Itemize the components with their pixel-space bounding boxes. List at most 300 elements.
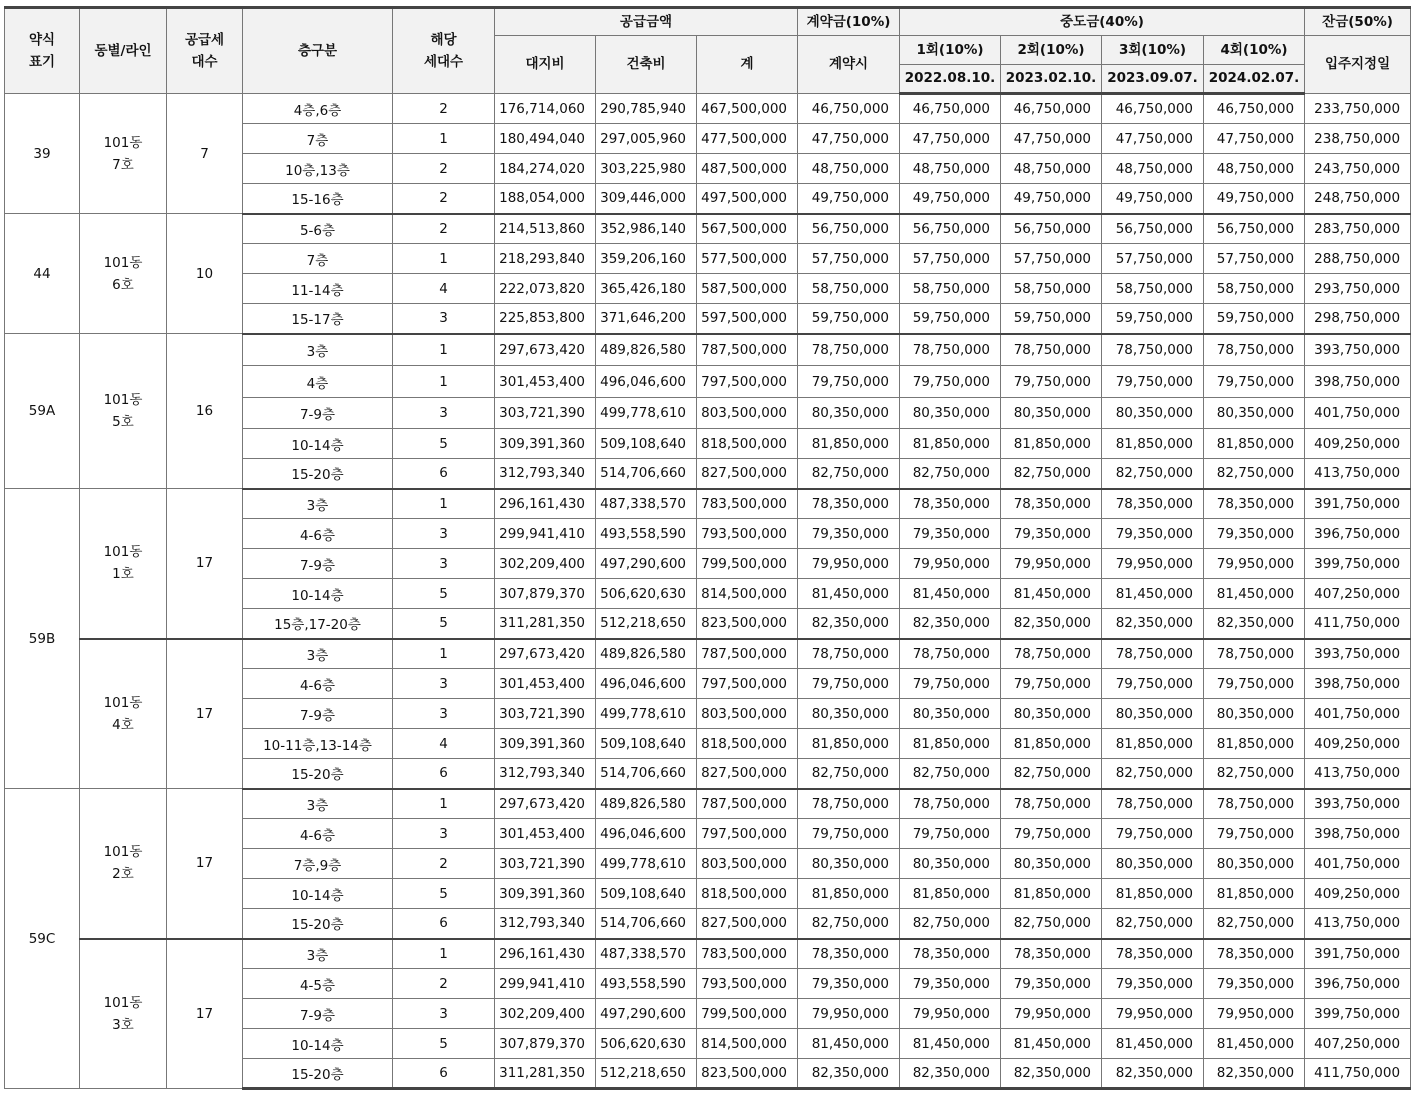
m4-cell: 78,750,000 [1204, 789, 1305, 819]
floor-cell: 15-20층 [243, 459, 393, 489]
m2-cell: 78,350,000 [1001, 939, 1102, 969]
m4-cell: 80,350,000 [1204, 849, 1305, 879]
deposit-cell: 47,750,000 [798, 124, 900, 154]
land-cell: 176,714,060 [495, 94, 596, 124]
total-cell: 567,500,000 [697, 214, 798, 244]
land-cell: 184,274,020 [495, 154, 596, 184]
bal-cell: 399,750,000 [1305, 549, 1411, 579]
floor-cell: 4-5층 [243, 969, 393, 999]
units-cell: 6 [393, 459, 495, 489]
m1-cell: 57,750,000 [900, 244, 1001, 274]
units-cell: 1 [393, 489, 495, 519]
floor-cell: 15-16층 [243, 184, 393, 214]
type-cell: 59C [5, 789, 80, 1089]
deposit-cell: 58,750,000 [798, 274, 900, 304]
m4-cell: 46,750,000 [1204, 94, 1305, 124]
m4-cell: 82,350,000 [1204, 609, 1305, 639]
bal-cell: 413,750,000 [1305, 459, 1411, 489]
m4-cell: 57,750,000 [1204, 244, 1305, 274]
deposit-cell: 80,350,000 [798, 699, 900, 729]
m4-cell: 79,950,000 [1204, 549, 1305, 579]
header-deposit: 계약금(10%) [798, 8, 900, 36]
header-middle: 중도금(40%) [900, 8, 1305, 36]
build-cell: 497,290,600 [596, 549, 697, 579]
header-units [393, 8, 495, 94]
units-cell: 4 [393, 274, 495, 304]
units-cell: 3 [393, 819, 495, 849]
m2-cell: 80,350,000 [1001, 398, 1102, 429]
total-cell: 803,500,000 [697, 699, 798, 729]
units-cell: 5 [393, 1029, 495, 1059]
m2-cell: 79,750,000 [1001, 819, 1102, 849]
m4-cell: 78,750,000 [1204, 334, 1305, 366]
total-cell: 814,500,000 [697, 1029, 798, 1059]
m2-cell: 57,750,000 [1001, 244, 1102, 274]
total-cell: 803,500,000 [697, 398, 798, 429]
floor-cell: 10-14층 [243, 879, 393, 909]
units-cell: 2 [393, 184, 495, 214]
land-cell: 299,941,410 [495, 519, 596, 549]
m1-cell: 82,750,000 [900, 459, 1001, 489]
m1-cell: 58,750,000 [900, 274, 1001, 304]
units-cell: 1 [393, 789, 495, 819]
m3-cell: 79,950,000 [1102, 999, 1204, 1029]
build-cell: 489,826,580 [596, 334, 697, 366]
header-supply-line2: 대수 [191, 54, 218, 70]
units-cell: 3 [393, 519, 495, 549]
land-cell: 303,721,390 [495, 398, 596, 429]
total-cell: 797,500,000 [697, 366, 798, 398]
header-installment-4-date: 2024.02.07. [1204, 65, 1305, 94]
total-cell: 787,500,000 [697, 334, 798, 366]
build-cell: 371,646,200 [596, 304, 697, 334]
m4-cell: 48,750,000 [1204, 154, 1305, 184]
table-row [5, 639, 1411, 669]
m2-cell: 81,850,000 [1001, 729, 1102, 759]
floor-cell: 3층 [243, 334, 393, 366]
floor-cell: 11-14층 [243, 274, 393, 304]
land-cell: 222,073,820 [495, 274, 596, 304]
m1-cell: 79,950,000 [900, 999, 1001, 1029]
m3-cell: 49,750,000 [1102, 184, 1204, 214]
deposit-cell: 79,350,000 [798, 519, 900, 549]
floor-cell: 15-20층 [243, 759, 393, 789]
m3-cell: 79,750,000 [1102, 366, 1204, 398]
units-cell: 5 [393, 879, 495, 909]
total-cell: 787,500,000 [697, 789, 798, 819]
total-cell: 823,500,000 [697, 1059, 798, 1089]
bal-cell: 399,750,000 [1305, 999, 1411, 1029]
deposit-cell: 80,350,000 [798, 398, 900, 429]
deposit-cell: 82,350,000 [798, 609, 900, 639]
land-cell: 218,293,840 [495, 244, 596, 274]
bal-cell: 409,250,000 [1305, 729, 1411, 759]
header-units-line1: 해당 [430, 32, 457, 48]
units-cell: 3 [393, 304, 495, 334]
build-cell: 497,290,600 [596, 999, 697, 1029]
floor-cell: 10-11층,13-14층 [243, 729, 393, 759]
total-cell: 797,500,000 [697, 819, 798, 849]
table-row [5, 489, 1411, 519]
land-cell: 214,513,860 [495, 214, 596, 244]
deposit-cell: 57,750,000 [798, 244, 900, 274]
land-cell: 302,209,400 [495, 999, 596, 1029]
land-cell: 307,879,370 [495, 579, 596, 609]
m3-cell: 81,850,000 [1102, 729, 1204, 759]
land-cell: 297,673,420 [495, 789, 596, 819]
land-cell: 188,054,000 [495, 184, 596, 214]
header-supply [167, 8, 243, 94]
floor-cell: 7-9층 [243, 999, 393, 1029]
floor-cell: 10-14층 [243, 1029, 393, 1059]
bal-cell: 233,750,000 [1305, 94, 1411, 124]
floor-cell: 5-6층 [243, 214, 393, 244]
m3-cell: 78,750,000 [1102, 334, 1204, 366]
land-cell: 299,941,410 [495, 969, 596, 999]
deposit-cell: 82,350,000 [798, 1059, 900, 1089]
total-cell: 467,500,000 [697, 94, 798, 124]
m4-cell: 81,450,000 [1204, 1029, 1305, 1059]
units-cell: 5 [393, 579, 495, 609]
land-cell: 312,793,340 [495, 909, 596, 939]
bal-cell: 411,750,000 [1305, 609, 1411, 639]
type-cell: 59A [5, 334, 80, 489]
floor-cell: 7-9층 [243, 549, 393, 579]
build-cell: 487,338,570 [596, 939, 697, 969]
build-cell: 512,218,650 [596, 609, 697, 639]
deposit-cell: 78,750,000 [798, 639, 900, 669]
floor-cell: 15층,17-20층 [243, 609, 393, 639]
m1-cell: 81,850,000 [900, 879, 1001, 909]
m1-cell: 82,350,000 [900, 1059, 1001, 1089]
m3-cell: 81,450,000 [1102, 1029, 1204, 1059]
floor-cell: 7층,9층 [243, 849, 393, 879]
m2-cell: 82,750,000 [1001, 759, 1102, 789]
m3-cell: 78,750,000 [1102, 639, 1204, 669]
units-cell: 1 [393, 124, 495, 154]
bal-cell: 396,750,000 [1305, 969, 1411, 999]
m3-cell: 46,750,000 [1102, 94, 1204, 124]
deposit-cell: 79,950,000 [798, 999, 900, 1029]
m1-cell: 78,750,000 [900, 789, 1001, 819]
m2-cell: 79,950,000 [1001, 549, 1102, 579]
bal-cell: 401,750,000 [1305, 699, 1411, 729]
land-cell: 303,721,390 [495, 699, 596, 729]
m2-cell: 82,350,000 [1001, 609, 1102, 639]
line-unit: 7호 [112, 156, 134, 173]
header-line: 동별/라인 [80, 8, 167, 94]
m3-cell: 56,750,000 [1102, 214, 1204, 244]
total-cell: 827,500,000 [697, 909, 798, 939]
header-total: 계 [697, 36, 798, 94]
header-installment-1: 1회(10%) [900, 36, 1001, 65]
floor-cell: 7-9층 [243, 398, 393, 429]
table-row [5, 94, 1411, 124]
total-cell: 797,500,000 [697, 669, 798, 699]
floor-cell: 4-6층 [243, 669, 393, 699]
units-cell: 6 [393, 909, 495, 939]
total-cell: 827,500,000 [697, 459, 798, 489]
m1-cell: 79,950,000 [900, 549, 1001, 579]
header-floor: 층구분 [243, 8, 393, 94]
m4-cell: 58,750,000 [1204, 274, 1305, 304]
m4-cell: 81,850,000 [1204, 729, 1305, 759]
line-cell [80, 334, 167, 489]
header-supply-price: 공급금액 [495, 8, 798, 36]
total-cell: 497,500,000 [697, 184, 798, 214]
bal-cell: 398,750,000 [1305, 819, 1411, 849]
m2-cell: 48,750,000 [1001, 154, 1102, 184]
units-cell: 4 [393, 729, 495, 759]
bal-cell: 391,750,000 [1305, 939, 1411, 969]
m1-cell: 80,350,000 [900, 398, 1001, 429]
total-cell: 577,500,000 [697, 244, 798, 274]
header-type-line1: 약식 [28, 32, 56, 48]
m2-cell: 79,350,000 [1001, 969, 1102, 999]
build-cell: 365,426,180 [596, 274, 697, 304]
build-cell: 509,108,640 [596, 879, 697, 909]
m4-cell: 47,750,000 [1204, 124, 1305, 154]
bal-cell: 407,250,000 [1305, 1029, 1411, 1059]
units-cell: 2 [393, 849, 495, 879]
m3-cell: 82,750,000 [1102, 909, 1204, 939]
line-unit: 1호 [112, 566, 134, 583]
deposit-cell: 82,750,000 [798, 759, 900, 789]
m1-cell: 82,750,000 [900, 759, 1001, 789]
m1-cell: 79,350,000 [900, 519, 1001, 549]
build-cell: 514,706,660 [596, 759, 697, 789]
m2-cell: 78,750,000 [1001, 334, 1102, 366]
bal-cell: 238,750,000 [1305, 124, 1411, 154]
m1-cell: 82,350,000 [900, 609, 1001, 639]
m1-cell: 79,750,000 [900, 819, 1001, 849]
land-cell: 311,281,350 [495, 609, 596, 639]
m1-cell: 81,850,000 [900, 729, 1001, 759]
land-cell: 301,453,400 [495, 669, 596, 699]
m2-cell: 79,350,000 [1001, 519, 1102, 549]
build-cell: 303,225,980 [596, 154, 697, 184]
m2-cell: 81,450,000 [1001, 1029, 1102, 1059]
m1-cell: 81,450,000 [900, 1029, 1001, 1059]
m3-cell: 57,750,000 [1102, 244, 1204, 274]
build-cell: 506,620,630 [596, 1029, 697, 1059]
total-cell: 793,500,000 [697, 519, 798, 549]
units-cell: 5 [393, 429, 495, 459]
units-cell: 3 [393, 999, 495, 1029]
m4-cell: 82,750,000 [1204, 759, 1305, 789]
deposit-cell: 46,750,000 [798, 94, 900, 124]
m2-cell: 80,350,000 [1001, 699, 1102, 729]
deposit-cell: 81,450,000 [798, 1029, 900, 1059]
units-cell: 1 [393, 639, 495, 669]
units-cell: 1 [393, 334, 495, 366]
m3-cell: 80,350,000 [1102, 849, 1204, 879]
m4-cell: 79,350,000 [1204, 969, 1305, 999]
line-building: 101동 [103, 994, 143, 1011]
m4-cell: 79,950,000 [1204, 999, 1305, 1029]
deposit-cell: 81,850,000 [798, 729, 900, 759]
m1-cell: 81,850,000 [900, 429, 1001, 459]
total-cell: 783,500,000 [697, 489, 798, 519]
deposit-cell: 48,750,000 [798, 154, 900, 184]
build-cell: 489,826,580 [596, 639, 697, 669]
m1-cell: 78,750,000 [900, 334, 1001, 366]
header-type-line2: 표기 [28, 54, 56, 70]
deposit-cell: 79,750,000 [798, 366, 900, 398]
floor-cell: 10층,13층 [243, 154, 393, 184]
floor-cell: 7-9층 [243, 699, 393, 729]
m3-cell: 78,750,000 [1102, 789, 1204, 819]
m4-cell: 82,750,000 [1204, 459, 1305, 489]
build-cell: 514,706,660 [596, 459, 697, 489]
floor-cell: 7층 [243, 244, 393, 274]
m1-cell: 48,750,000 [900, 154, 1001, 184]
deposit-cell: 56,750,000 [798, 214, 900, 244]
deposit-cell: 82,750,000 [798, 909, 900, 939]
m2-cell: 81,850,000 [1001, 429, 1102, 459]
supply-count-cell: 10 [167, 214, 243, 334]
units-cell: 6 [393, 1059, 495, 1089]
m3-cell: 81,850,000 [1102, 879, 1204, 909]
total-cell: 799,500,000 [697, 999, 798, 1029]
m4-cell: 80,350,000 [1204, 699, 1305, 729]
m3-cell: 81,850,000 [1102, 429, 1204, 459]
floor-cell: 3층 [243, 789, 393, 819]
m1-cell: 80,350,000 [900, 699, 1001, 729]
m4-cell: 79,350,000 [1204, 519, 1305, 549]
bal-cell: 293,750,000 [1305, 274, 1411, 304]
build-cell: 290,785,940 [596, 94, 697, 124]
floor-cell: 3층 [243, 639, 393, 669]
land-cell: 309,391,360 [495, 879, 596, 909]
line-cell [80, 639, 167, 789]
units-cell: 5 [393, 609, 495, 639]
line-unit: 5호 [112, 414, 134, 430]
header-units-line2: 세대수 [423, 54, 464, 70]
m1-cell: 49,750,000 [900, 184, 1001, 214]
header-installment-3-date: 2023.09.07. [1102, 65, 1204, 94]
supply-count-cell: 7 [167, 94, 243, 214]
m3-cell: 80,350,000 [1102, 398, 1204, 429]
line-unit: 4호 [112, 716, 134, 733]
m3-cell: 79,350,000 [1102, 519, 1204, 549]
m2-cell: 79,750,000 [1001, 669, 1102, 699]
floor-cell: 4-6층 [243, 819, 393, 849]
deposit-cell: 82,750,000 [798, 459, 900, 489]
header-installment-4: 4회(10%) [1204, 36, 1305, 65]
floor-cell: 10-14층 [243, 579, 393, 609]
m1-cell: 47,750,000 [900, 124, 1001, 154]
m4-cell: 59,750,000 [1204, 304, 1305, 334]
m2-cell: 79,750,000 [1001, 366, 1102, 398]
m3-cell: 78,350,000 [1102, 489, 1204, 519]
units-cell: 3 [393, 398, 495, 429]
m1-cell: 78,350,000 [900, 939, 1001, 969]
m1-cell: 82,750,000 [900, 909, 1001, 939]
land-cell: 309,391,360 [495, 729, 596, 759]
header-deposit-when: 계약시 [798, 36, 900, 94]
m2-cell: 80,350,000 [1001, 849, 1102, 879]
price-table-container [4, 6, 1410, 1090]
land-cell: 297,673,420 [495, 334, 596, 366]
header-balance: 잔금(50%) [1305, 8, 1411, 36]
total-cell: 799,500,000 [697, 549, 798, 579]
header-installment-2: 2회(10%) [1001, 36, 1102, 65]
floor-cell: 4층 [243, 366, 393, 398]
build-cell: 352,986,140 [596, 214, 697, 244]
m3-cell: 58,750,000 [1102, 274, 1204, 304]
total-cell: 818,500,000 [697, 429, 798, 459]
m3-cell: 47,750,000 [1102, 124, 1204, 154]
units-cell: 2 [393, 214, 495, 244]
supply-count-cell: 17 [167, 639, 243, 789]
m2-cell: 78,750,000 [1001, 639, 1102, 669]
land-cell: 296,161,430 [495, 489, 596, 519]
total-cell: 587,500,000 [697, 274, 798, 304]
line-building: 101동 [103, 544, 143, 561]
header-installment-3: 3회(10%) [1102, 36, 1204, 65]
total-cell: 823,500,000 [697, 609, 798, 639]
land-cell: 311,281,350 [495, 1059, 596, 1089]
table-row [5, 214, 1411, 244]
line-cell [80, 789, 167, 939]
m2-cell: 82,750,000 [1001, 459, 1102, 489]
units-cell: 2 [393, 969, 495, 999]
type-cell: 39 [5, 94, 80, 214]
bal-cell: 283,750,000 [1305, 214, 1411, 244]
m2-cell: 47,750,000 [1001, 124, 1102, 154]
m1-cell: 79,750,000 [900, 366, 1001, 398]
line-cell [80, 939, 167, 1089]
m4-cell: 79,750,000 [1204, 366, 1305, 398]
units-cell: 2 [393, 154, 495, 184]
header-balance-when: 입주지정일 [1305, 36, 1411, 94]
supply-count-cell: 17 [167, 789, 243, 939]
bal-cell: 407,250,000 [1305, 579, 1411, 609]
units-cell: 3 [393, 669, 495, 699]
m4-cell: 81,850,000 [1204, 429, 1305, 459]
header-land-cost: 대지비 [495, 36, 596, 94]
type-cell: 59B [5, 489, 80, 789]
build-cell: 514,706,660 [596, 909, 697, 939]
m1-cell: 79,750,000 [900, 669, 1001, 699]
units-cell: 3 [393, 699, 495, 729]
line-cell [80, 94, 167, 214]
deposit-cell: 79,350,000 [798, 969, 900, 999]
bal-cell: 243,750,000 [1305, 154, 1411, 184]
header-installment-2-date: 2023.02.10. [1001, 65, 1102, 94]
table-row [5, 939, 1411, 969]
table-row [5, 334, 1411, 366]
bal-cell: 288,750,000 [1305, 244, 1411, 274]
total-cell: 814,500,000 [697, 579, 798, 609]
land-cell: 307,879,370 [495, 1029, 596, 1059]
land-cell: 302,209,400 [495, 549, 596, 579]
m2-cell: 58,750,000 [1001, 274, 1102, 304]
m3-cell: 81,450,000 [1102, 579, 1204, 609]
line-building: 101동 [103, 392, 143, 408]
land-cell: 301,453,400 [495, 366, 596, 398]
units-cell: 1 [393, 939, 495, 969]
land-cell: 180,494,040 [495, 124, 596, 154]
total-cell: 787,500,000 [697, 639, 798, 669]
m3-cell: 79,750,000 [1102, 819, 1204, 849]
build-cell: 499,778,610 [596, 699, 697, 729]
header-installment-1-date: 2022.08.10. [900, 65, 1001, 94]
bal-cell: 248,750,000 [1305, 184, 1411, 214]
total-cell: 818,500,000 [697, 729, 798, 759]
floor-cell: 15-20층 [243, 1059, 393, 1089]
